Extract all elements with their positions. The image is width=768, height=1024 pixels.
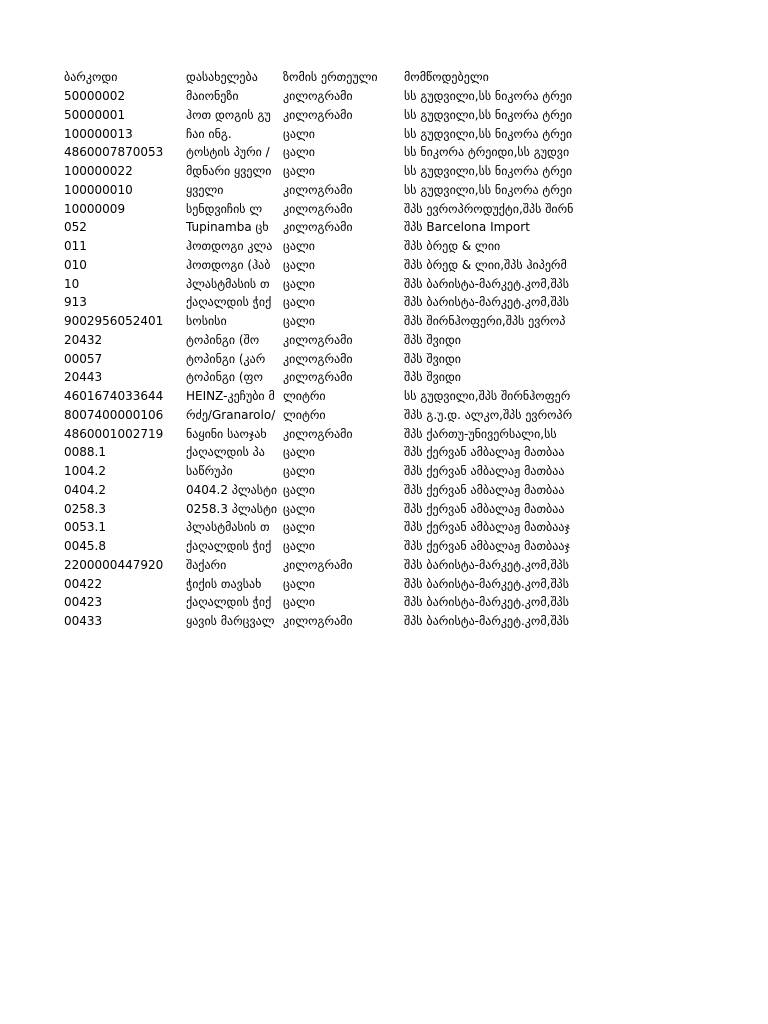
table-row	[64, 143, 592, 162]
cell-unit: კილოგრამი	[283, 182, 353, 197]
table-row	[64, 387, 592, 406]
cell-barcode: 2200000447920	[64, 557, 164, 572]
cell-name: ტოსტის პური /	[186, 145, 270, 160]
cell-unit: კილოგრამი	[283, 426, 353, 441]
cell-name: რძე/Granarolo/	[186, 407, 276, 422]
cell-name: ტოპინგი (კარ	[186, 351, 266, 366]
cell-name: ქაღალდის ჭიქ	[186, 539, 272, 554]
table-row	[64, 199, 592, 218]
table-row	[64, 499, 592, 518]
cell-unit: კილოგრამი	[283, 89, 353, 104]
cell-barcode: 4601674033644	[64, 389, 164, 404]
cell-name: ტოპინგი (შო	[186, 332, 260, 347]
cell-name: პლასტმასის თ	[186, 276, 270, 291]
cell-supplier: სს გუდვილი,სს ნიკორა ტრეი	[404, 164, 573, 179]
cell-supplier: შპს ბარისტა-მარკეტ.კომ,შპს	[404, 295, 570, 310]
cell-barcode: 1004.2	[64, 464, 106, 479]
table-body	[64, 87, 592, 631]
cell-barcode: 4860007870053	[64, 145, 164, 160]
cell-name: პლასტმასის თ	[186, 520, 270, 535]
cell-name: HEINZ-კეჩუბი მ	[186, 389, 275, 404]
cell-name: 0404.2 პლასტი	[186, 482, 278, 497]
cell-unit: კილოგრამი	[283, 351, 353, 366]
cell-name: ყავის მარცვალ	[186, 614, 275, 629]
cell-supplier: შპს ბრედ & ლიი,შპს ჰიპერმ	[404, 257, 567, 272]
cell-unit: ცალი	[283, 595, 315, 610]
cell-unit: კილოგრამი	[283, 614, 353, 629]
table-row	[64, 518, 592, 537]
table-row	[64, 331, 592, 350]
cell-barcode: 00057	[64, 351, 103, 366]
cell-supplier: შპს Barcelona Import	[404, 220, 530, 235]
cell-unit: კილოგრამი	[283, 370, 353, 385]
table-row	[64, 612, 592, 631]
cell-name: Tupinamba ცხ	[186, 220, 269, 235]
cell-barcode: 00433	[64, 614, 103, 629]
cell-name: სოსისი	[186, 314, 227, 329]
cell-barcode: 052	[64, 220, 87, 235]
cell-barcode: 20432	[64, 332, 103, 347]
cell-unit: ცალი	[283, 164, 315, 179]
table-row	[64, 462, 592, 481]
table-row	[64, 406, 592, 425]
cell-unit: ცალი	[283, 239, 315, 254]
cell-unit: ცალი	[283, 276, 315, 291]
cell-barcode: 0088.1	[64, 445, 106, 460]
cell-barcode: 4860001002719	[64, 426, 164, 441]
cell-supplier: შპს ქერვან ამბალაჟ მათბააჯ	[404, 520, 570, 535]
cell-supplier: შპს შვიდი	[404, 370, 461, 385]
cell-barcode: 100000010	[64, 182, 133, 197]
cell-barcode: 913	[64, 295, 87, 310]
cell-barcode: 10	[64, 276, 80, 291]
cell-barcode: 00422	[64, 576, 103, 591]
table-row	[64, 368, 592, 387]
header-unit: ზომის ერთეული	[283, 70, 378, 85]
cell-supplier: შპს შირნჰოფერი,შპს ევროპ	[404, 314, 566, 329]
table-row	[64, 218, 592, 237]
cell-supplier: სს გუდვილი,სს ნიკორა ტრეი	[404, 126, 573, 141]
cell-name: ჭიქის თავსახ	[186, 576, 262, 591]
cell-name: შაქარი	[186, 557, 227, 572]
table-row	[64, 256, 592, 275]
cell-unit: კილოგრამი	[283, 201, 353, 216]
cell-unit: ცალი	[283, 126, 315, 141]
table-row	[64, 87, 592, 106]
table-row	[64, 162, 592, 181]
cell-unit: კილოგრამი	[283, 557, 353, 572]
header-supplier: მომწოდებელი	[404, 70, 489, 85]
cell-unit: კილოგრამი	[283, 107, 353, 122]
cell-supplier: შპს ბარისტა-მარკეტ.კომ,შპს	[404, 614, 570, 629]
table-row	[64, 181, 592, 200]
cell-barcode: 00423	[64, 595, 103, 610]
cell-supplier: შპს ქართუ-უნივერსალი,სს	[404, 426, 557, 441]
cell-unit: ცალი	[283, 501, 315, 516]
cell-name: მდნარი ყველი	[186, 164, 272, 179]
cell-name: ჰოთდოგი კლა	[186, 239, 273, 254]
cell-name: საწრუპი	[186, 464, 233, 479]
cell-supplier: შპს შვიდი	[404, 332, 461, 347]
cell-unit: კილოგრამი	[283, 220, 353, 235]
cell-unit: ცალი	[283, 482, 315, 497]
cell-unit: ცალი	[283, 445, 315, 460]
cell-supplier: შპს შვიდი	[404, 351, 461, 366]
cell-name: ჩაი ინგ.	[186, 126, 232, 141]
cell-supplier: შპს ევროპროდუქტი,შპს შირნ	[404, 201, 574, 216]
cell-unit: ცალი	[283, 257, 315, 272]
cell-supplier: სს გუდვილი,სს ნიკორა ტრეი	[404, 107, 573, 122]
cell-barcode: 0404.2	[64, 482, 106, 497]
cell-barcode: 0258.3	[64, 501, 106, 516]
cell-supplier: შპს ბარისტა-მარკეტ.კომ,შპს	[404, 276, 570, 291]
cell-barcode: 0053.1	[64, 520, 106, 535]
cell-supplier: შპს ქერვან ამბალაჟ მათბააჯ	[404, 539, 570, 554]
table-row	[64, 574, 592, 593]
cell-barcode: 100000022	[64, 164, 133, 179]
cell-supplier: შპს ბარისტა-მარკეტ.კომ,შპს	[404, 576, 570, 591]
cell-unit: ლიტრი	[283, 389, 326, 404]
cell-name: ქაღალდის პა	[186, 445, 265, 460]
header-barcode: ბარკოდი	[64, 70, 118, 85]
cell-name: ქაღალდის ჭიქ	[186, 295, 272, 310]
table-header-row	[64, 68, 592, 87]
cell-barcode: 8007400000106	[64, 407, 164, 422]
header-name: დასახელება	[186, 70, 258, 85]
cell-unit: ცალი	[283, 539, 315, 554]
table-row	[64, 424, 592, 443]
table-row	[64, 274, 592, 293]
cell-unit: ცალი	[283, 520, 315, 535]
cell-unit: ცალი	[283, 464, 315, 479]
cell-name: ნაყინი საოჯახ	[186, 426, 267, 441]
cell-supplier: შპს ქერვან ამბალაჟ მათბაა	[404, 482, 565, 497]
table-row	[64, 556, 592, 575]
cell-name: ყველი	[186, 182, 224, 197]
product-table	[64, 68, 592, 631]
cell-name: ტოპინგი (ფო	[186, 370, 263, 385]
cell-supplier: შპს ქერვან ამბალაჟ მათბაა	[404, 501, 565, 516]
cell-supplier: სს გუდვილი,შპს შირნჰოფერ	[404, 389, 571, 404]
cell-barcode: 0045.8	[64, 539, 106, 554]
cell-supplier: სს ნიკორა ტრეიდი,სს გუდვი	[404, 145, 570, 160]
cell-name: სენდვიჩის ლ	[186, 201, 263, 216]
cell-unit: ლიტრი	[283, 407, 326, 422]
cell-supplier: შპს გ.უ.დ. ალკო,შპს ევროპრ	[404, 407, 573, 422]
cell-name: ჰოთ დოგის გუ	[186, 107, 271, 122]
table-row	[64, 237, 592, 256]
cell-barcode: 9002956052401	[64, 314, 164, 329]
cell-barcode: 50000002	[64, 89, 126, 104]
table-row	[64, 106, 592, 125]
table-row	[64, 443, 592, 462]
table-row	[64, 349, 592, 368]
cell-supplier: შპს ქერვან ამბალაჟ მათბაა	[404, 445, 565, 460]
cell-name: ქაღალდის ჭიქ	[186, 595, 272, 610]
table-row	[64, 537, 592, 556]
table-row	[64, 312, 592, 331]
table-row	[64, 593, 592, 612]
cell-unit: ცალი	[283, 576, 315, 591]
cell-supplier: შპს ბარისტა-მარკეტ.კომ,შპს	[404, 595, 570, 610]
cell-supplier: შპს ბარისტა-მარკეტ.კომ,შპს	[404, 557, 570, 572]
cell-barcode: 011	[64, 239, 87, 254]
cell-supplier: სს გუდვილი,სს ნიკორა ტრეი	[404, 89, 573, 104]
table-row	[64, 481, 592, 500]
cell-name: მაიონეზი	[186, 89, 239, 104]
cell-barcode: 50000001	[64, 107, 126, 122]
cell-supplier: შპს ქერვან ამბალაჟ მათბაა	[404, 464, 565, 479]
cell-barcode: 100000013	[64, 126, 133, 141]
cell-unit: ცალი	[283, 295, 315, 310]
cell-supplier: შპს ბრედ & ლიი	[404, 239, 501, 254]
cell-name: 0258.3 პლასტი	[186, 501, 278, 516]
cell-unit: კილოგრამი	[283, 332, 353, 347]
cell-barcode: 20443	[64, 370, 103, 385]
cell-name: ჰოთდოგი (ჰაბ	[186, 257, 271, 272]
cell-barcode: 10000009	[64, 201, 126, 216]
cell-unit: ცალი	[283, 145, 315, 160]
table-row	[64, 293, 592, 312]
cell-supplier: სს გუდვილი,სს ნიკორა ტრეი	[404, 182, 573, 197]
table-row	[64, 124, 592, 143]
cell-unit: ცალი	[283, 314, 315, 329]
cell-barcode: 010	[64, 257, 87, 272]
